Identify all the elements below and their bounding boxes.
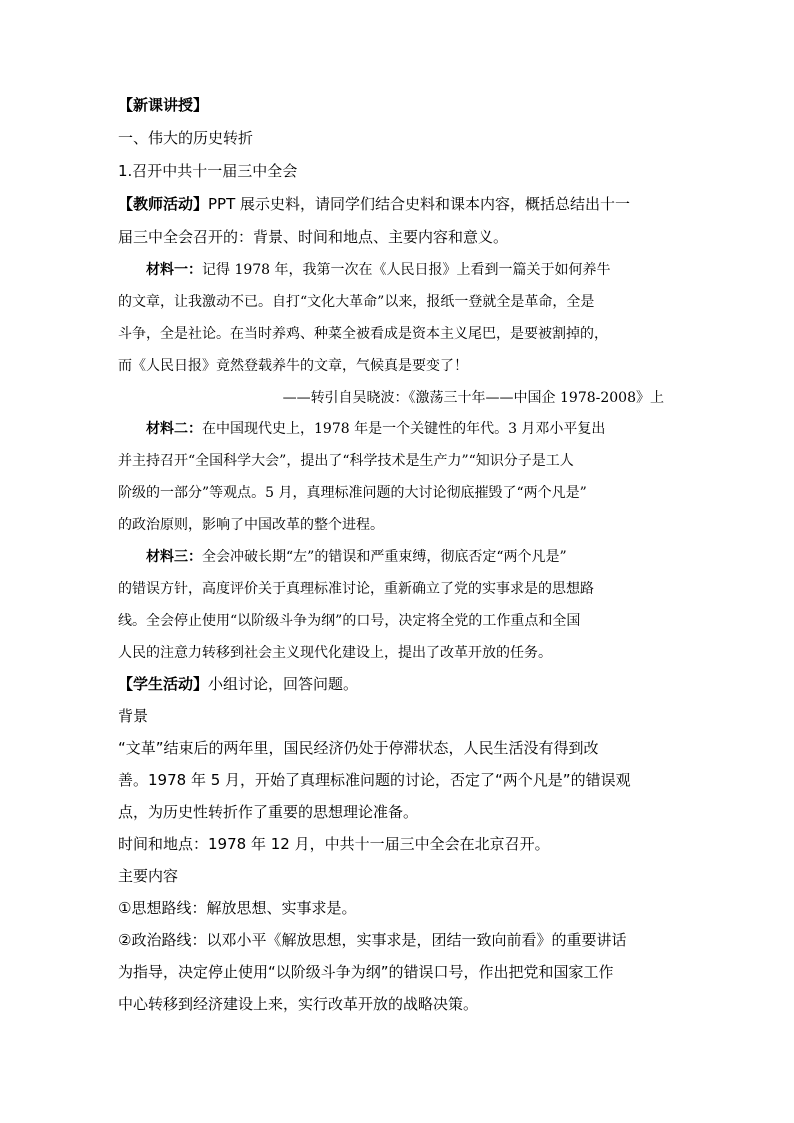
material1-text: 记得 1978 年，我第一次在《人民日报》上看到一篇关于如何养牛 bbox=[202, 262, 611, 278]
material1-label: 材料一： bbox=[146, 262, 202, 278]
material3-text-2: 的错误方针，高度评价关于真理标准讨论，重新确立了党的实事求是的思想路 bbox=[118, 581, 594, 597]
material3-text-3: 线。全会停止使用“以阶级斗争为纲”的口号，决定将全党的工作重点和全国 bbox=[118, 613, 581, 629]
teacher-activity-line bbox=[118, 195, 678, 214]
student-activity-line bbox=[118, 675, 678, 694]
background-text-1: “文革”结束后的两年里，国民经济仍处于停滞状态，人民生活没有得到改 bbox=[118, 739, 599, 757]
material2-label: 材料二： bbox=[146, 421, 202, 437]
material2-line bbox=[118, 420, 678, 439]
material3-line bbox=[118, 548, 678, 567]
material2-text-3: 阶级的一部分”等观点。5 月，真理标准问题的大讨论彻底摧毁了“两个凡是” bbox=[118, 485, 587, 501]
background-text-2: 善。1978 年 5 月，开始了真理标准问题的讨论，否定了“两个凡是”的错误观 bbox=[118, 771, 631, 789]
subsection-title: 1.召开中共十一届三中全会 bbox=[118, 162, 298, 180]
teacher-activity-text: PPT 展示史料，请同学们结合史料和课本内容，概括总结出十一 bbox=[208, 195, 631, 213]
material2-text: 在中国现代史上，1978 年是一个关键性的年代。3 月邓小平复出 bbox=[202, 421, 606, 437]
material1-source: ——转引自吴晓波：《激荡三十年——中国企 1978-2008》上 bbox=[282, 390, 664, 406]
background-heading: 背景 bbox=[118, 707, 149, 725]
material3-text: 全会冲破长期“左”的错误和严重束缚，彻底否定“两个凡是” bbox=[202, 549, 567, 565]
material1-text-3: 斗争，全是社论。在当时养鸡、种菜全被看成是资本主义尾巴，是要被割掉的， bbox=[118, 326, 608, 342]
main-content-item-2-line-2: 为指导，决定停止使用“以阶级斗争为纲”的错误口号，作出把党和国家工作 bbox=[118, 963, 614, 981]
time-and-place: 时间和地点：1978 年 12 月，中共十一届三中全会在北京召开。 bbox=[118, 835, 550, 853]
main-content-heading: 主要内容 bbox=[118, 867, 179, 885]
document-page bbox=[118, 96, 678, 1027]
subheading: 一、伟大的历史转折 bbox=[118, 129, 254, 147]
material2-text-2: 并主持召开“全国科学大会”，提出了“科学技术是生产力”“知识分子是工人 bbox=[118, 453, 574, 469]
main-content-item-1: ①思想路线：解放思想、实事求是。 bbox=[118, 899, 357, 917]
student-activity-text: 小组讨论，回答问题。 bbox=[208, 675, 359, 693]
section-heading: 【新课讲授】 bbox=[118, 96, 209, 114]
material3-text-4: 人民的注意力转移到社会主义现代化建设上，提出了改革开放的任务。 bbox=[118, 645, 552, 661]
material1-line bbox=[118, 261, 678, 280]
teacher-activity-tag: 【教师活动】 bbox=[118, 195, 209, 213]
main-content-item-2-line-1: ②政治路线：以邓小平《解放思想，实事求是，团结一致向前看》的重要讲话 bbox=[118, 931, 627, 949]
student-activity-tag: 【学生活动】 bbox=[118, 675, 209, 693]
background-text-3: 点，为历史性转折作了重要的思想理论准备。 bbox=[118, 803, 419, 821]
teacher-activity-text-2: 届三中全会召开的：背景、时间和地点、主要内容和意义。 bbox=[118, 228, 509, 246]
material1-text-2: 的文章，让我激动不已。自打“文化大革命”以来，报纸一登就全是革命，全是 bbox=[118, 294, 595, 310]
material2-text-4: 的政治原则，影响了中国改革的整个进程。 bbox=[118, 517, 384, 533]
material1-text-4: 而《人民日报》竟然登载养牛的文章，气候真是要变了！ bbox=[118, 358, 468, 374]
material3-label: 材料三： bbox=[146, 549, 202, 565]
main-content-item-2-line-3: 中心转移到经济建设上来，实行改革开放的战略决策。 bbox=[118, 995, 479, 1013]
